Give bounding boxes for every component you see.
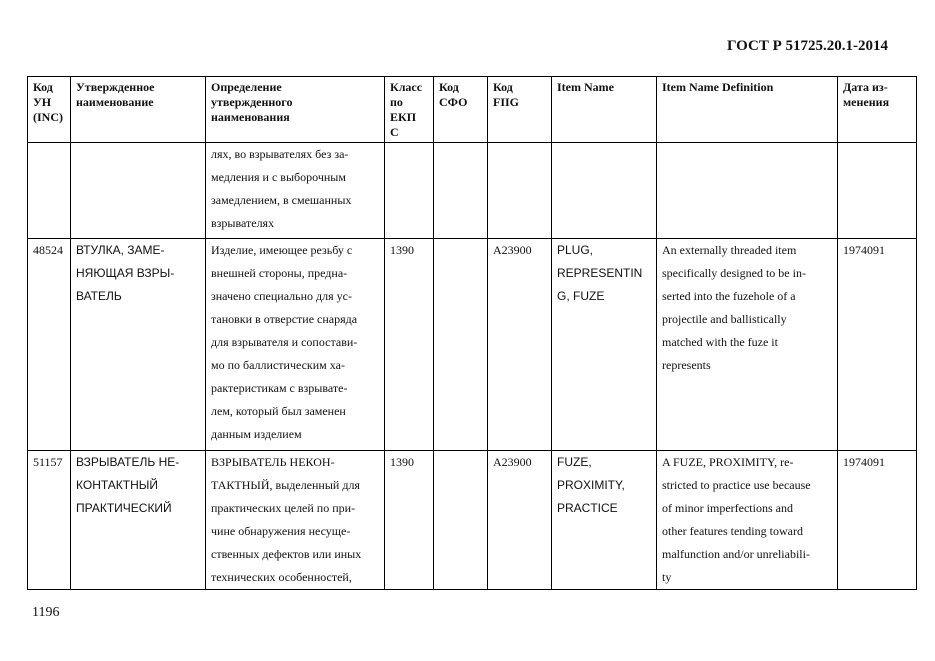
cell-line: Изделие, имеющее резьбу с [211, 243, 353, 257]
cell-line: of minor imperfections and [662, 501, 793, 515]
cell-item-name [552, 143, 657, 239]
cell-line: рактеристикам с взрывате- [211, 381, 348, 395]
cell-line: внешней стороны, предна- [211, 266, 348, 280]
cell-line: represents [662, 358, 711, 372]
header-line: Утвержденное [76, 80, 155, 94]
header-line: менения [843, 95, 890, 109]
cell-line: stricted to practice use because [662, 478, 811, 492]
table-row [28, 451, 917, 590]
cell-name-definition [206, 451, 385, 590]
cell-line: ty [662, 570, 672, 584]
cell-code-fiig [488, 451, 552, 590]
cell-code-un [28, 451, 71, 590]
header-line: Дата из- [843, 80, 888, 94]
cell-change-date [838, 143, 917, 239]
cell-line: ПРАКТИЧЕСКИЙ [76, 501, 172, 515]
cell-line: практических целей по при- [211, 501, 356, 515]
cell-line: malfunction and/or unreliabili- [662, 547, 810, 561]
cell-line: медления и с выборочным [211, 170, 346, 184]
cell-line: НЯЮЩАЯ ВЗРЫ- [76, 266, 175, 280]
header-line: Item Name Definition [662, 80, 774, 94]
header-line: Код [439, 80, 459, 94]
cell-line: PROXIMITY, [557, 478, 625, 492]
header-line: УН [33, 95, 52, 109]
cell-line: для взрывателя и сопостави- [211, 335, 358, 349]
cell-line: данным изделием [211, 427, 302, 441]
cell-line: чине обнаружения несуще- [211, 524, 351, 538]
cell-name-definition [206, 143, 385, 239]
cell-line: лем, который был заменен [211, 404, 346, 418]
cell-line: matched with the fuze it [662, 335, 778, 349]
cell-line: 1974091 [843, 243, 885, 257]
cell-change-date [838, 451, 917, 590]
header-code-un [28, 77, 71, 143]
cell-line: other features tending toward [662, 524, 803, 538]
cell-line: An externally threaded item [662, 243, 797, 257]
cell-item-name [552, 239, 657, 451]
cell-line: КОНТАКТНЫЙ [76, 478, 159, 492]
header-line: Код [493, 80, 513, 94]
cell-code-sfo [434, 143, 488, 239]
cell-approved-name [71, 451, 206, 590]
cell-line: технических особенностей, [211, 570, 352, 584]
cell-line: мо по баллистическим ха- [211, 358, 345, 372]
header-class-ekps [385, 77, 434, 143]
header-line: (INC) [33, 110, 63, 124]
cell-line: FUZE, [557, 455, 592, 469]
cell-line: 51157 [33, 455, 63, 469]
header-approved-name [71, 77, 206, 143]
header-line: по [390, 95, 403, 109]
header-item-name [552, 77, 657, 143]
cell-name-definition [206, 239, 385, 451]
cell-line: ВАТЕЛЬ [76, 289, 122, 303]
cell-approved-name [71, 239, 206, 451]
cell-item-name-definition [657, 143, 838, 239]
cell-line: PLUG, [557, 243, 594, 257]
cell-class-ekps [385, 451, 434, 590]
cell-line: 1390 [390, 455, 414, 469]
cell-line: тановки в отверстие снаряда [211, 312, 358, 326]
header-change-date [838, 77, 917, 143]
cell-code-sfo [434, 451, 488, 590]
cell-line: ВЗРЫВАТЕЛЬ НЕКОН- [211, 455, 335, 469]
cell-line: ТАКТНЫЙ, выделенный для [211, 478, 360, 492]
cell-line: REPRESENTIN [557, 266, 643, 280]
cell-line: 1974091 [843, 455, 885, 469]
catalog-table [27, 76, 917, 590]
header-line: наименование [76, 95, 154, 109]
document-code: ГОСТ Р 51725.20.1-2014 [726, 38, 888, 54]
cell-code-un [28, 143, 71, 239]
cell-line: 48524 [33, 243, 63, 257]
header-item-name-definition [657, 77, 838, 143]
cell-item-name-definition [657, 451, 838, 590]
header-name-definition [206, 77, 385, 143]
table-row [28, 239, 917, 451]
cell-line: specifically designed to be in- [662, 266, 806, 280]
page-number: 1196 [32, 605, 60, 620]
cell-line: замедлением, в смешанных [211, 193, 352, 207]
header-line: Класс [390, 80, 423, 94]
cell-change-date [838, 239, 917, 451]
header-line: FIIG [493, 95, 520, 109]
header-line: Item Name [557, 80, 614, 94]
cell-line: serted into the fuzehole of a [662, 289, 796, 303]
cell-line: PRACTICE [557, 501, 618, 515]
cell-line: значено специально для ус- [211, 289, 352, 303]
cell-code-fiig [488, 143, 552, 239]
header-line: наименования [211, 110, 290, 124]
header-line: Код [33, 80, 53, 94]
cell-class-ekps [385, 239, 434, 451]
header-line: Определение [211, 80, 282, 94]
cell-line: ВЗРЫВАТЕЛЬ НЕ- [76, 455, 180, 469]
cell-line: G, FUZE [557, 289, 605, 303]
cell-item-name-definition [657, 239, 838, 451]
cell-line: A23900 [493, 243, 532, 257]
cell-line: projectile and ballistically [662, 312, 787, 326]
header-code-sfo [434, 77, 488, 143]
cell-line: ственных дефектов или иных [211, 547, 362, 561]
header-line: СФО [439, 95, 468, 109]
cell-code-un [28, 239, 71, 451]
cell-approved-name [71, 143, 206, 239]
table-header-row [28, 77, 917, 143]
cell-line: 1390 [390, 243, 414, 257]
cell-line: A FUZE, PROXIMITY, re- [662, 455, 794, 469]
cell-code-fiig [488, 239, 552, 451]
cell-line: A23900 [493, 455, 532, 469]
cell-code-sfo [434, 239, 488, 451]
cell-line: взрывателях [211, 216, 275, 230]
cell-line: ВТУЛКА, ЗАМЕ- [76, 243, 165, 257]
cell-class-ekps [385, 143, 434, 239]
cell-line: лях, во взрывателях без за- [211, 147, 349, 161]
header-line: утвержденного [211, 95, 293, 109]
header-code-fiig [488, 77, 552, 143]
table-row [28, 143, 917, 239]
header-line: С [390, 125, 399, 139]
cell-item-name [552, 451, 657, 590]
header-line: ЕКП [390, 110, 417, 124]
